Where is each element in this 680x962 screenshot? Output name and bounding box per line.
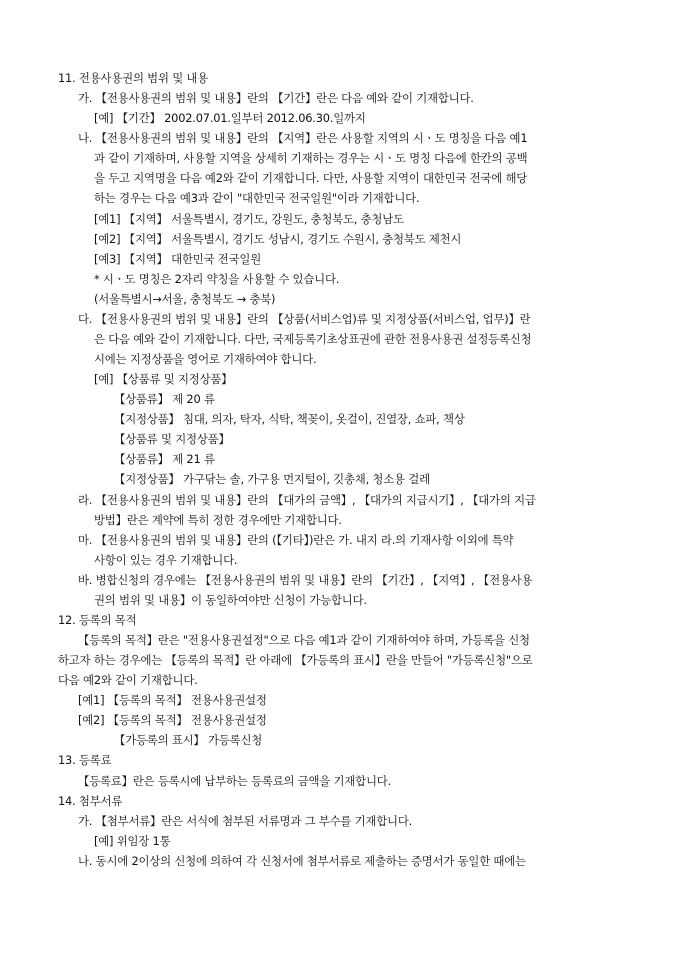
item-ba-text: 바. 병합신청의 경우에는 【전용사용권의 범위 및 내용】란의 【기간】, 【지역】, 【전용사용 bbox=[78, 573, 533, 587]
item-ma-text: 마. 【전용사용권의 범위 및 내용】란의 (【기타】)란은 가. 내지 라.의 기재사항 이외에 특약 bbox=[78, 533, 514, 547]
example-goods-class-20: 【상품류】 제 20 류 bbox=[114, 392, 215, 406]
item-ga-text: 가. 【전용사용권의 범위 및 내용】란의 【기간】란은 다음 예와 같이 기재합니다. bbox=[78, 91, 474, 105]
section-11-heading: 11. 전용사용권의 범위 및 내용 bbox=[58, 71, 209, 85]
section-13-heading: 13. 등록료 bbox=[58, 753, 112, 767]
item-ma-text: 사항이 있는 경우 기재합니다. bbox=[94, 553, 238, 567]
example-attachment: [예] 위임장 1통 bbox=[94, 834, 171, 848]
example-goods-class-21: 【상품류】 제 21 류 bbox=[114, 452, 215, 466]
example-goods-heading-2: 【상품류 및 지정상품】 bbox=[114, 432, 230, 446]
section-12-body: 하고자 하는 경우에는 【등록의 목적】란 아래에 【가등록의 표시】란을 만들어 "가등록신청"으로 bbox=[58, 653, 533, 667]
item-ra-text: 방법】란은 계약에 특히 정한 경우에만 기재합니다. bbox=[94, 513, 342, 527]
example-goods-heading: [예] 【상품류 및 지정상품】 bbox=[94, 372, 233, 386]
note-abbreviation: * 시ㆍ도 명칭은 2자리 약칭을 사용할 수 있습니다. bbox=[94, 272, 340, 286]
section-12-heading: 12. 등록의 목적 bbox=[58, 613, 137, 627]
section-14-item-ga: 가. 【첨부서류】란은 서식에 첨부된 서류명과 그 부수를 기재합니다. bbox=[78, 814, 413, 828]
item-na-text: 을 두고 지역명을 다음 예2와 같이 기재합니다. 다만, 사용할 지역이 대한민국 전국에 해당 bbox=[94, 171, 528, 185]
section-14-heading: 14. 첨부서류 bbox=[58, 794, 123, 808]
example-region-3: [예3] 【지역】 대한민국 전국일원 bbox=[94, 252, 262, 266]
example-goods-list-21: 【지정상품】 가구닦는 솔, 가구용 먼지털이, 깃총채, 청소용 걸레 bbox=[114, 472, 430, 486]
note-abbreviation-example: (서울특별시→서울, 충청북도 → 충북) bbox=[94, 292, 276, 306]
item-ra-text: 라. 【전용사용권의 범위 및 내용】란의 【대가의 금액】, 【대가의 지급시기】, 【대가의 지급 bbox=[78, 493, 536, 507]
section-12-body: 【등록의 목적】란은 "전용사용권설정"으로 다음 예1과 같이 기재하여야 하며, 가등록을 신청 bbox=[78, 633, 530, 647]
example-region-1: [예1] 【지역】 서울특별시, 경기도, 강원도, 충청북도, 충청남도 bbox=[94, 212, 404, 226]
section-13-body: 【등록료】란은 등록시에 납부하는 등록료의 금액을 기재합니다. bbox=[78, 774, 391, 788]
example-region-2: [예2] 【지역】 서울특별시, 경기도 성남시, 경기도 수원시, 충청북도 제천시 bbox=[94, 232, 462, 246]
item-da-text: 은 다음 예와 같이 기재합니다. 다만, 국제등록기초상표권에 관한 전용사용권 설정등록신청 bbox=[94, 332, 532, 346]
item-da-text: 시에는 지정상품을 영어로 기재하여야 합니다. bbox=[94, 352, 317, 366]
item-ba-text: 권의 범위 및 내용】이 동일하여야만 신청이 가능합니다. bbox=[94, 593, 367, 607]
example-purpose-1: [예1] 【등록의 목적】 전용사용권설정 bbox=[78, 693, 267, 707]
item-na-text: 과 같이 기재하며, 사용할 지역을 상세히 기재하는 경우는 시ㆍ도 명칭 다음에 한칸의 공백 bbox=[94, 151, 528, 165]
example-goods-list-20: 【지정상품】 침대, 의자, 탁자, 식탁, 책꽂이, 옷걸이, 진열장, 쇼파, 책상 bbox=[114, 412, 465, 426]
example-period: [예] 【기간】 2002.07.01.일부터 2012.06.30.일까지 bbox=[94, 111, 366, 125]
section-12-body: 다음 예2와 같이 기재합니다. bbox=[58, 673, 198, 687]
section-14-item-na: 나. 동시에 2이상의 신청에 의하여 각 신청서에 첨부서류로 제출하는 증명서가 동일한 때에는 bbox=[78, 854, 526, 868]
example-provisional: 【가등록의 표시】 가등록신청 bbox=[114, 733, 263, 747]
item-da-text: 다. 【전용사용권의 범위 및 내용】란의 【상품(서비스업)류 및 지정상품(서비스업, 업무)】란 bbox=[78, 312, 531, 326]
example-purpose-2: [예2] 【등록의 목적】 전용사용권설정 bbox=[78, 713, 267, 727]
item-na-text: 하는 경우는 다음 예3과 같이 "대한민국 전국일원"이라 기재합니다. bbox=[94, 191, 420, 205]
item-na-text: 나. 【전용사용권의 범위 및 내용】란의 【지역】란은 사용할 지역의 시ㆍ도 명칭을 다음 예1 bbox=[78, 131, 528, 145]
